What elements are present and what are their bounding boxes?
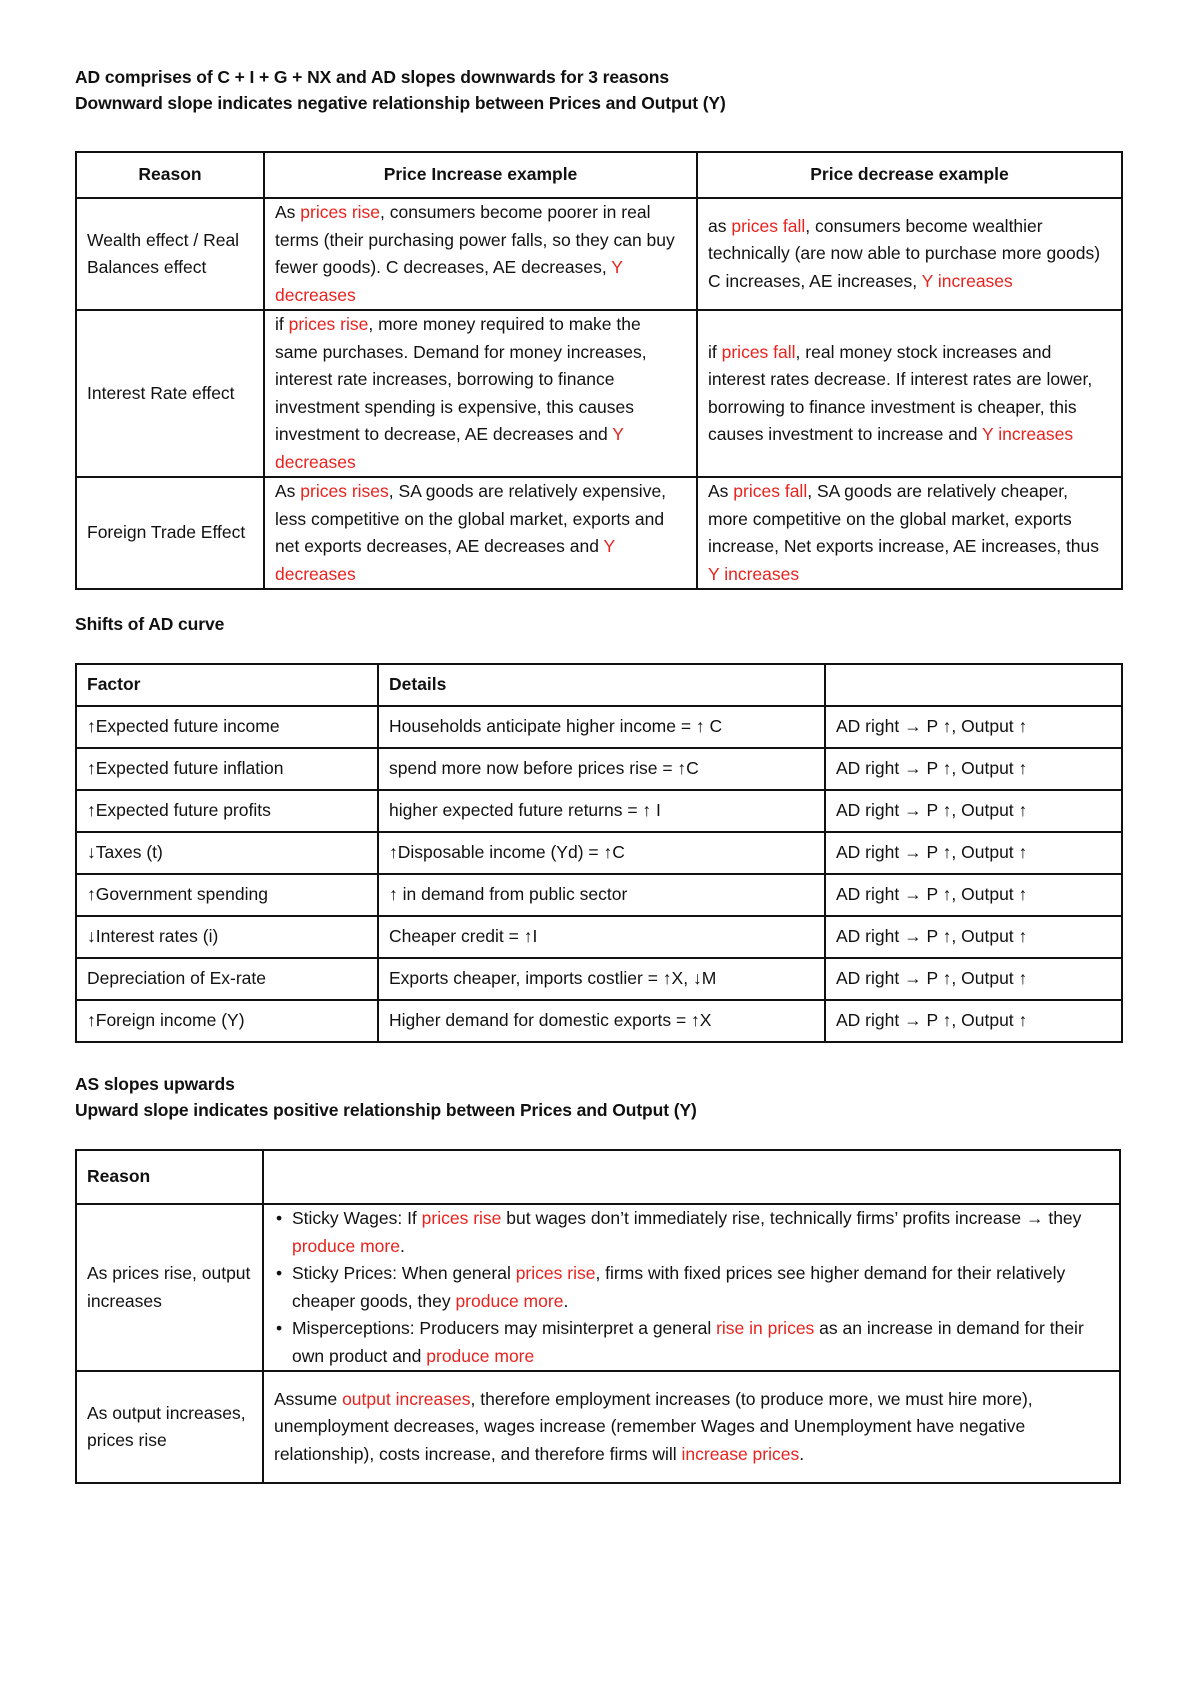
effect-cell: AD right → P ↑, Output ↑ — [825, 790, 1122, 832]
details-cell: ↑Disposable income (Yd) = ↑C — [378, 832, 825, 874]
header-reason: Reason — [76, 152, 264, 198]
effect-cell: AD right → P ↑, Output ↑ — [825, 748, 1122, 790]
reason-cell: Interest Rate effect — [76, 310, 264, 477]
details-cell: Exports cheaper, imports costlier = ↑X, ↓M — [378, 958, 825, 1000]
details-cell: Households anticipate higher income = ↑ C — [378, 706, 825, 748]
table-row — [76, 1371, 1120, 1483]
header-factor: Factor — [76, 664, 378, 706]
ad-heading-line1: AD comprises of C + I + G + NX and AD slopes downwards for 3 reasons — [75, 67, 670, 87]
table-row — [76, 310, 1122, 477]
effect-cell: AD right → P ↑, Output ↑ — [825, 874, 1122, 916]
ad-heading-line2: Downward slope indicates negative relationship between Prices and Output (Y) — [75, 93, 726, 113]
table-row — [76, 477, 1122, 589]
reason-cell: As output increases, prices rise — [76, 1371, 263, 1483]
effect-cell: AD right → P ↑, Output ↑ — [825, 916, 1122, 958]
factor-cell: ↓Interest rates (i) — [76, 916, 378, 958]
ad-reasons-table — [75, 151, 1123, 590]
reason-cell: As prices rise, output increases — [76, 1204, 263, 1371]
effect-cell: AD right → P ↑, Output ↑ — [825, 1000, 1122, 1042]
table-row — [76, 1000, 1122, 1042]
details-cell: Cheaper credit = ↑I — [378, 916, 825, 958]
as-heading-line1: AS slopes upwards — [75, 1074, 235, 1094]
table-row — [76, 198, 1122, 310]
bullet-sticky-wages: • Sticky Wages: If prices rise but wages don’t immediately rise, technically firms’ profits increase → they produce more. — [292, 1205, 1109, 1260]
effect-cell: AD right → P ↑, Output ↑ — [825, 706, 1122, 748]
header-explanation — [263, 1150, 1120, 1204]
increase-cell: As prices rise, consumers become poorer in real terms (their purchasing power falls, so they can buy fewer goods). C decreases, AE decreases, Y decreases — [264, 198, 697, 310]
explanation-cell — [263, 1204, 1120, 1371]
table-header-row — [76, 152, 1122, 198]
header-reason: Reason — [76, 1150, 263, 1204]
as-reasons-table — [75, 1149, 1121, 1484]
decrease-cell: As prices fall, SA goods are relatively cheaper, more competitive on the global market, exports increase, Net exports increase, AE increases, thus Y increases — [697, 477, 1122, 589]
increase-cell: As prices rises, SA goods are relatively expensive, less competitive on the global market, exports and net exports decreases, AE decreases and Y decreases — [264, 477, 697, 589]
factor-cell: ↑Expected future inflation — [76, 748, 378, 790]
table-row — [76, 832, 1122, 874]
reason-cell: Wealth effect / Real Balances effect — [76, 198, 264, 310]
factor-cell: ↑Expected future profits — [76, 790, 378, 832]
bullet-sticky-prices: • Sticky Prices: When general prices rise, firms with fixed prices see higher demand for their relatively cheaper goods, they produce more. — [292, 1260, 1109, 1315]
table-header-row — [76, 1150, 1120, 1204]
as-heading-line2: Upward slope indicates positive relationship between Prices and Output (Y) — [75, 1100, 697, 1120]
table-row — [76, 790, 1122, 832]
details-cell: ↑ in demand from public sector — [378, 874, 825, 916]
factor-cell: Depreciation of Ex-rate — [76, 958, 378, 1000]
details-cell: higher expected future returns = ↑ I — [378, 790, 825, 832]
header-details: Details — [378, 664, 825, 706]
shifts-heading: Shifts of AD curve — [75, 614, 225, 634]
reason-cell: Foreign Trade Effect — [76, 477, 264, 589]
table-header-row — [76, 664, 1122, 706]
ad-shifts-table — [75, 663, 1123, 1043]
header-effect — [825, 664, 1122, 706]
details-cell: Higher demand for domestic exports = ↑X — [378, 1000, 825, 1042]
decrease-cell: as prices fall, consumers become wealthier technically (are now able to purchase more goods) C increases, AE increases, Y increases — [697, 198, 1122, 310]
table-row — [76, 706, 1122, 748]
header-price-decrease: Price decrease example — [697, 152, 1122, 198]
increase-cell: if prices rise, more money required to make the same purchases. Demand for money increases, interest rate increases, borrowing to finance investment spending is expensive, this causes investment to decrease, AE decreases and Y decreases — [264, 310, 697, 477]
factor-cell: ↑Expected future income — [76, 706, 378, 748]
bullet-misperceptions: • Misperceptions: Producers may misinterpret a general rise in prices as an increase in demand for their own product and produce more — [292, 1315, 1109, 1370]
decrease-cell: if prices fall, real money stock increases and interest rates decrease. If interest rates are lower, borrowing to finance investment is cheaper, this causes investment to increase and Y increases — [697, 310, 1122, 477]
details-cell: spend more now before prices rise = ↑C — [378, 748, 825, 790]
table-row — [76, 958, 1122, 1000]
factor-cell: ↑Foreign income (Y) — [76, 1000, 378, 1042]
effect-cell: AD right → P ↑, Output ↑ — [825, 832, 1122, 874]
explanation-cell: Assume output increases, therefore employment increases (to produce more, we must hire more), unemployment decreases, wages increase (remember Wages and Unemployment have negative relationship), costs increase, and therefore firms will increase prices. — [263, 1371, 1120, 1483]
table-row — [76, 1204, 1120, 1371]
header-price-increase: Price Increase example — [264, 152, 697, 198]
table-row — [76, 916, 1122, 958]
table-row — [76, 748, 1122, 790]
table-row — [76, 874, 1122, 916]
effect-cell: AD right → P ↑, Output ↑ — [825, 958, 1122, 1000]
bullet-list — [274, 1205, 1109, 1370]
factor-cell: ↓Taxes (t) — [76, 832, 378, 874]
factor-cell: ↑Government spending — [76, 874, 378, 916]
